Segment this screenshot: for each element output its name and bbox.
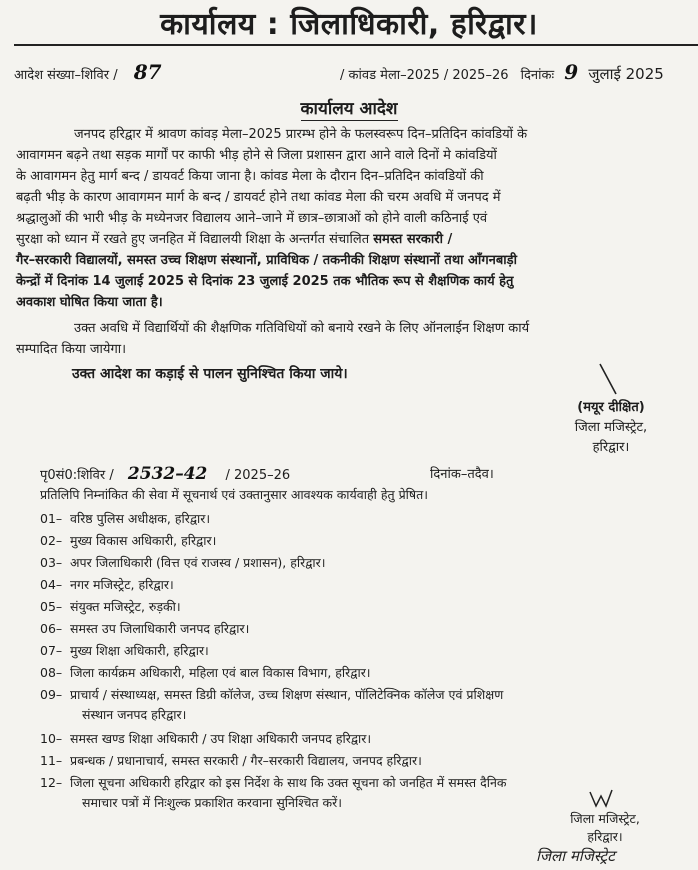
order-title: कार्यालय आदेश xyxy=(300,99,398,119)
list-item: 03– अपर जिलाधिकारी (वित्त एवं राजस्व / प्रशासन), हरिद्वार। xyxy=(40,555,326,570)
body-line: सुरक्षा को ध्यान में रखते हुए जनहित में विद्यालयी शिक्षा के अन्तर्गत संचालित समस्त सरकारी / xyxy=(16,232,453,247)
body-line: बढ़ती भीड़ के कारण आवागमन मार्ग के बन्द / डायवर्ट होने तथा कांवड मेला की चरम अवधि में जनपद में xyxy=(16,190,501,205)
list-item: 12– जिला सूचना अधिकारी हरिद्वार को इस निर्देश के साथ कि उक्त सूचना को जनहित में समस्त दैनिक xyxy=(40,775,507,790)
body-line: के आवागमन हेतु मार्ग बन्द / डायवर्ट किया जाना है। कांवड मेला के दौरान दिन–प्रतिदिन कांवडियों की xyxy=(16,169,484,184)
order-subject-line xyxy=(340,60,664,84)
list-item: 07– मुख्य शिक्षा अधिकारी, हरिद्वार। xyxy=(40,643,209,658)
order-date-month: जुलाई 2025 xyxy=(588,65,664,83)
list-item: 06– समस्त उप जिलाधिकारी जनपद हरिद्वार। xyxy=(40,621,250,636)
signatory-designation: जिला मजिस्ट्रेट, xyxy=(570,811,640,826)
endorsement-label: पृ0सं0:शिविर / xyxy=(40,468,114,483)
order-body-paragraph-1 xyxy=(16,124,698,313)
list-item: 09– प्राचार्य / संस्थाध्यक्ष, समस्त डिग्री कॉलेज, उच्च शिक्षण संस्थान, पॉलिटेक्निक कॉलेज एवं प्रशिक्षण xyxy=(40,687,504,702)
body-line: सम्पादित किया जायेगा। xyxy=(16,342,127,357)
body-line-bold: अवकाश घोषित किया जाता है। xyxy=(16,295,163,310)
order-body-paragraph-2 xyxy=(16,318,698,360)
list-item: 10– समस्त खण्ड शिक्षा अधिकारी / उप शिक्षा अधिकारी जनपद हरिद्वार। xyxy=(40,731,372,746)
endorsement-date: दिनांक–तदैव। xyxy=(430,467,494,482)
signatory-place: हरिद्वार। xyxy=(587,829,623,844)
list-item: 05– संयुक्त मजिस्ट्रेट, रुड़की। xyxy=(40,599,181,614)
endorsement-number-line xyxy=(40,464,290,484)
body-line: उक्त अवधि में विद्यार्थियों की शैक्षणिक गतिविधियों को बनाये रखने के लिए ऑनलाईन शिक्षण कार्य xyxy=(74,321,530,336)
compliance-line: उक्त आदेश का कड़ाई से पालन सुनिश्चित किया जाये। xyxy=(72,366,348,382)
signatory-name: (मयूर दीक्षित) xyxy=(577,400,645,415)
list-item: 01– वरिष्ठ पुलिस अधीक्षक, हरिद्वार। xyxy=(40,511,211,526)
endorsement-number-handwritten: 2532–42 xyxy=(127,464,208,484)
order-subject: / कांवड मेला–2025 / 2025–26 xyxy=(340,68,509,83)
body-line-bold: केन्द्रों में दिनांक 14 जुलाई 2025 से दिनांक 23 जुलाई 2025 तक भौतिक रूप से शैक्षणिक कार्य हेतु xyxy=(16,274,514,289)
order-number-line xyxy=(14,60,162,84)
list-item: 08– जिला कार्यक्रम अधिकारी, महिला एवं बाल विकास विभाग, हरिद्वार। xyxy=(40,665,371,680)
list-item: 11– प्रबन्धक / प्रधानाचार्य, समस्त सरकारी / गैर–सरकारी विद्यालय, जनपद हरिद्वार। xyxy=(40,753,422,768)
official-stamp: जिला मजिस्ट्रेट xyxy=(536,847,615,865)
signature-block-1 xyxy=(546,398,676,458)
endorsement-intro: प्रतिलिपि निम्नांकित की सेवा में सूचनार्थ एवं उक्तानुसार आवश्यक कार्यवाही हेतु प्रेषित। xyxy=(40,487,429,502)
signature-block-2 xyxy=(540,810,670,846)
order-number-handwritten: 87 xyxy=(133,60,162,84)
list-item: 04– नगर मजिस्ट्रेट, हरिद्वार। xyxy=(40,577,174,592)
body-line: जनपद हरिद्वार में श्रावण कांवड़ मेला–2025 प्रारम्भ होने के फलस्वरूप दिन–प्रतिदिन कांवडियों के xyxy=(74,127,528,142)
header-rule xyxy=(14,44,698,46)
signature-scribble-2 xyxy=(588,788,614,810)
order-date-label: दिनांकः xyxy=(520,68,555,83)
endorsement-year: / 2025–26 xyxy=(225,468,291,483)
office-header: कार्यालय : जिलाधिकारी, हरिद्वार। xyxy=(160,7,538,42)
signatory-place: हरिद्वार। xyxy=(592,440,630,455)
list-item-continuation: समाचार पत्रों में निःशुल्क प्रकाशित करवाना सुनिश्चित करें। xyxy=(82,795,342,810)
body-line-bold: गैर–सरकारी विद्यालयों, समस्त उच्च शिक्षण संस्थानों, प्राविधिक / तकनीकी शिक्षण संस्थानों तथा आँगनबाड़ी xyxy=(16,253,517,268)
signature-scribble-1 xyxy=(596,362,620,398)
body-line: आवागमन बढ़ने तथा सड़क मार्गों पर काफी भीड़ होने से जिला प्रशासन द्वारा आने वाले दिनों मे कांवडियों xyxy=(16,148,497,163)
list-item-continuation: संस्थान जनपद हरिद्वार। xyxy=(82,707,187,722)
order-number-label: आदेश संख्या–शिविर / xyxy=(14,68,118,83)
order-date-handwritten: 9 xyxy=(564,60,579,84)
body-line: श्रद्धालुओं की भारी भीड़ के मध्येनजर विद्यालय आने–जाने में छात्र–छात्राओं को होने वाली कठिनाई एवं xyxy=(16,211,488,226)
signatory-designation: जिला मजिस्ट्रेट, xyxy=(574,420,648,435)
list-item: 02– मुख्य विकास अधिकारी, हरिद्वार। xyxy=(40,533,217,548)
